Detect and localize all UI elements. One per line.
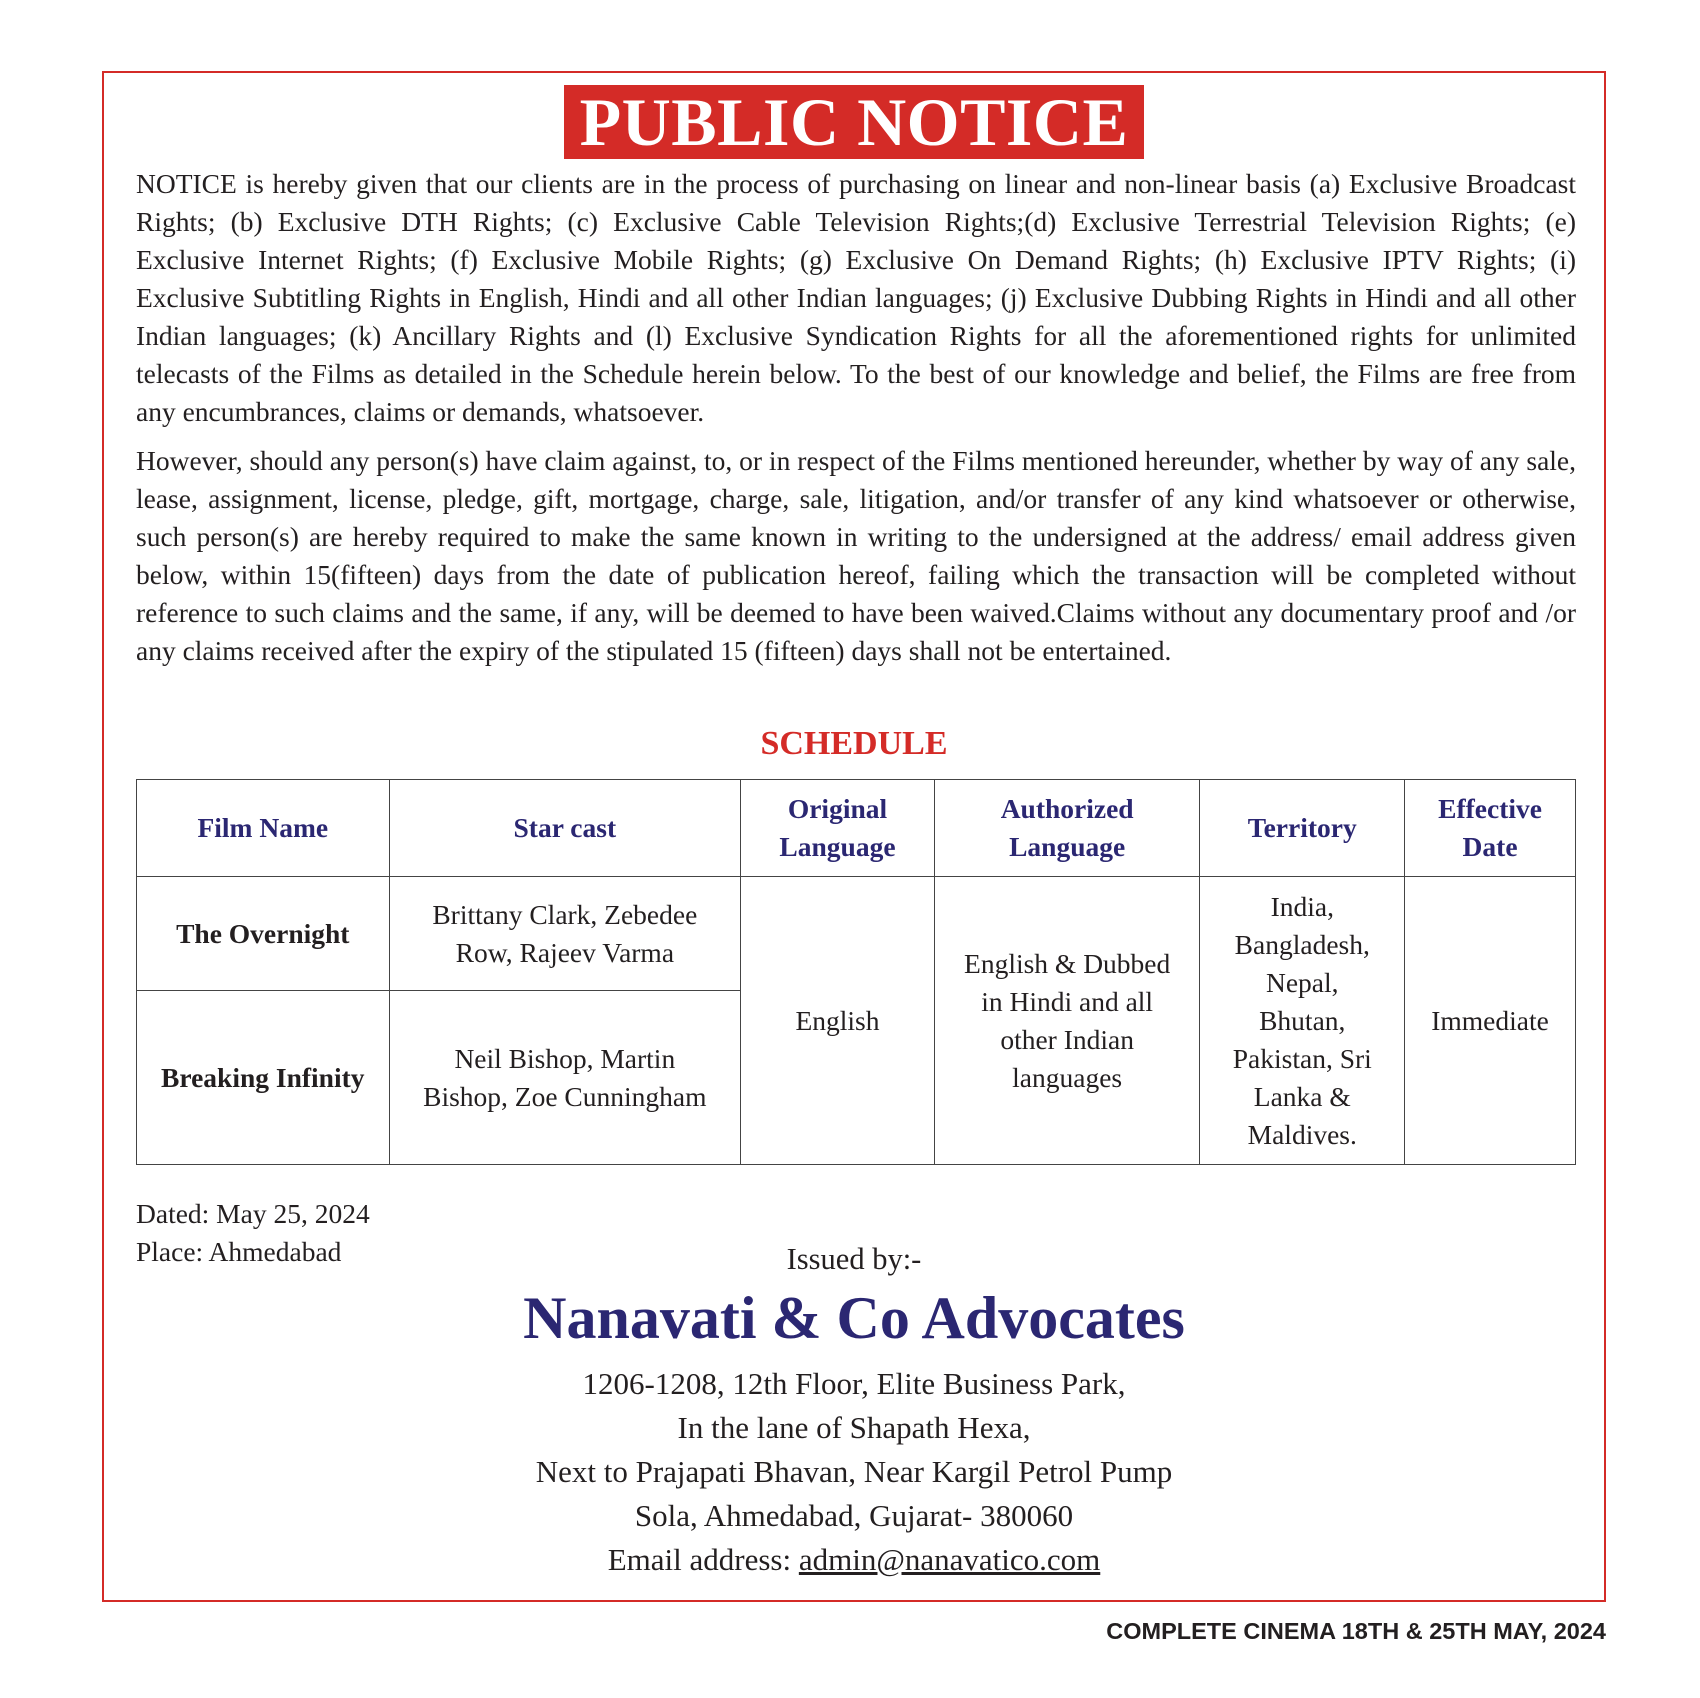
header-effective-date: Effective Date [1405, 780, 1576, 877]
header-original-language: Original Language [741, 780, 935, 877]
film-name-cell: Breaking Infinity [137, 991, 390, 1165]
address-block [104, 1362, 1604, 1582]
address-line: In the lane of Shapath Hexa, [677, 1410, 1031, 1445]
film-name-cell: The Overnight [137, 877, 390, 991]
email-line [104, 1538, 1604, 1582]
star-cast-cell: Brittany Clark, Zebedee Row, Rajeev Varma [389, 877, 741, 991]
notice-title: PUBLIC NOTICE [564, 85, 1145, 159]
claims-paragraph: However, should any person(s) have claim against, to, or in respect of the Films mentioned hereunder, whether by way of any sale, lease, assignment, license, pledge, gift, mortgage, charge, sale, litigation, and/or transfer of any kind whatsoever or otherwise, such person(s) are hereby required to make the same known in writing to the undersigned at the address/ email address given below, within 15(fifteen) days from the date of publication hereof, failing which the transaction will be completed without reference to such claims and the same, if any, will be deemed to have been waived.Claims without any documentary proof and /or any claims received after the expiry of the stipulated 15 (fifteen) days shall not be entertained. [136, 445, 1576, 666]
notice-body [136, 165, 1576, 681]
effective-date-cell: Immediate [1405, 877, 1576, 1165]
header-star-cast: Star cast [389, 780, 741, 877]
authorized-language-cell: English & Dubbed in Hindi and all other Indian languages [934, 877, 1200, 1165]
place-text: Place: Ahmedabad [136, 1236, 342, 1267]
territory-cell: India, Bangladesh, Nepal, Bhutan, Pakistan, Sri Lanka & Maldives. [1200, 877, 1405, 1165]
star-cast-cell: Neil Bishop, Martin Bishop, Zoe Cunningham [389, 991, 741, 1165]
dated-text: Dated: May 25, 2024 [136, 1198, 370, 1229]
notice-frame [102, 71, 1606, 1602]
issued-by-label: Issued by:- [786, 1242, 922, 1276]
email-link[interactable]: admin@nanavatico.com [798, 1542, 1101, 1577]
table-header-row [137, 780, 1576, 877]
publication-footer: COMPLETE CINEMA 18TH & 25TH MAY, 2024 [1106, 1618, 1606, 1644]
table-row [137, 877, 1576, 991]
header-territory: Territory [1200, 780, 1405, 877]
notice-paragraph: NOTICE is hereby given that our clients are in the process of purchasing on linear and non-linear basis (a) Exclusive Broadcast Rights; (b) Exclusive DTH Rights; (c) Exclusive Cable Television Rights;(d) Exclusive Terrestrial Television Rights; (e) Exclusive Internet Rights; (f) Exclusive Mobile Rights; (g) Exclusive On Demand Rights; (h) Exclusive IPTV Rights; (i) Exclusive Subtitling Rights in English, Hindi and all other Indian languages; (j) Exclusive Dubbing Rights in Hindi and all other Indian languages; (k) Ancillary Rights and (l) Exclusive Syndication Rights for all the aforementioned rights for unlimited telecasts of the Films as detailed in the Schedule herein below. To the best of our knowledge and belief, the Films are free from any encumbrances, claims or demands, whatsoever. [136, 168, 1576, 427]
title-wrap [104, 85, 1604, 159]
email-label: Email address: [607, 1542, 799, 1577]
schedule-heading: SCHEDULE [760, 725, 948, 762]
header-authorized-language: Authorized Language [934, 780, 1200, 877]
address-line: 1206-1208, 12th Floor, Elite Business Park, [582, 1366, 1126, 1401]
address-line: Sola, Ahmedabad, Gujarat- 380060 [634, 1498, 1074, 1533]
address-line: Next to Prajapati Bhavan, Near Kargil Petrol Pump [535, 1454, 1173, 1489]
original-language-cell: English [741, 877, 935, 1165]
schedule-table [136, 779, 1576, 1165]
header-film-name: Film Name [137, 780, 390, 877]
firm-name: Nanavati & Co Advocates [523, 1285, 1185, 1351]
